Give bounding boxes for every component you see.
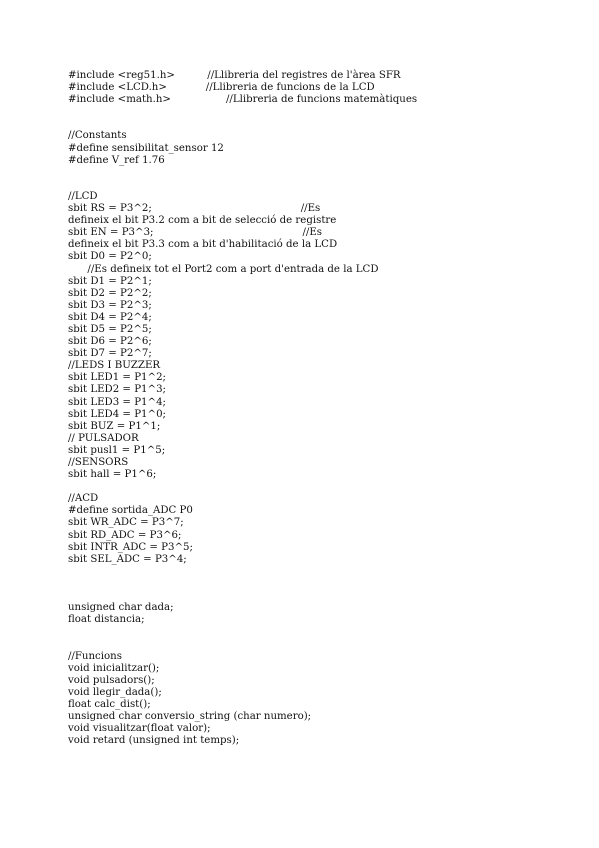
code-line: void llegir_dada(); bbox=[68, 686, 162, 698]
code-line bbox=[68, 566, 568, 578]
code-line: float calc_dist(); bbox=[68, 698, 151, 710]
code-line: sbit RS = P3^2; //Es bbox=[68, 203, 321, 215]
code-line: sbit D1 = P2^1; bbox=[68, 275, 152, 287]
code-line: //LEDS I BUZZER bbox=[68, 360, 161, 372]
code-line: defineix el bit P3.3 com a bit d'habilitació de la LCD bbox=[68, 239, 338, 251]
code-line: sbit D6 = P2^6; bbox=[68, 336, 152, 348]
code-line bbox=[68, 590, 568, 602]
code-line: sbit BUZ = P1^1; bbox=[68, 420, 161, 432]
code-line: // PULSADOR bbox=[68, 432, 139, 444]
code-line: sbit WR_ADC = P3^7; bbox=[68, 517, 184, 529]
code-line: float distancia; bbox=[68, 614, 145, 626]
code-line: sbit D5 = P2^5; bbox=[68, 323, 152, 335]
code-line: defineix el bit P3.2 com a bit de selecció de registre bbox=[68, 215, 337, 227]
code-line: unsigned char dada; bbox=[68, 602, 174, 614]
source-code-block bbox=[68, 70, 568, 747]
code-line: sbit D2 = P2^2; bbox=[68, 287, 152, 299]
code-line: sbit EN = P3^3; //Es bbox=[68, 227, 322, 239]
code-line: sbit LED3 = P1^4; bbox=[68, 396, 166, 408]
code-line: void pulsadors(); bbox=[68, 674, 155, 686]
code-line bbox=[68, 167, 568, 179]
code-line: sbit LED1 = P1^2; bbox=[68, 372, 166, 384]
code-line: //ACD bbox=[68, 493, 99, 505]
code-line: void visualitzar(float valor); bbox=[68, 723, 211, 735]
code-line: #define sortida_ADC P0 bbox=[68, 505, 193, 517]
code-line: sbit hall = P1^6; bbox=[68, 469, 157, 481]
code-line: sbit LED4 = P1^0; bbox=[68, 408, 166, 420]
code-line: //Constants bbox=[68, 130, 127, 142]
code-line: //SENSORS bbox=[68, 457, 129, 468]
code-line: sbit pusl1 = P1^5; bbox=[68, 444, 166, 456]
code-line: #define sensibilitat_sensor 12 bbox=[68, 142, 224, 154]
code-line: #define V_ref 1.76 bbox=[68, 154, 165, 166]
code-line bbox=[68, 638, 568, 650]
code-line: #include <reg51.h> //Llibreria del registres de l'àrea SFR bbox=[68, 70, 401, 81]
code-line: sbit SEL_ADC = P3^4; bbox=[68, 553, 187, 565]
code-line: void inicialitzar(); bbox=[68, 662, 160, 674]
code-line bbox=[68, 179, 568, 191]
code-line bbox=[68, 578, 568, 590]
code-line: unsigned char conversio_string (char numero); bbox=[68, 710, 312, 722]
code-line bbox=[68, 481, 568, 493]
code-line bbox=[68, 106, 568, 118]
code-line: void retard (unsigned int temps); bbox=[68, 735, 240, 747]
code-line: sbit D3 = P2^3; bbox=[68, 299, 152, 311]
code-line: sbit RD_ADC = P3^6; bbox=[68, 529, 182, 541]
code-line: #include <LCD.h> //Llibreria de funcions de la LCD bbox=[68, 82, 375, 94]
code-line bbox=[68, 118, 568, 130]
code-line: //Es defineix tot el Port2 com a port d'entrada de la LCD bbox=[68, 263, 379, 275]
code-line: sbit D4 = P2^4; bbox=[68, 311, 152, 323]
code-line: //LCD bbox=[68, 190, 98, 202]
code-line: sbit LED2 = P1^3; bbox=[68, 384, 166, 396]
code-line: //Funcions bbox=[68, 650, 122, 662]
code-line bbox=[68, 626, 568, 638]
code-line: sbit D0 = P2^0; bbox=[68, 251, 152, 263]
code-line: sbit D7 = P2^7; bbox=[68, 348, 152, 360]
code-line: sbit INTR_ADC = P3^5; bbox=[68, 541, 193, 553]
code-line: #include <math.h> //Llibreria de funcions matemàtiques bbox=[68, 94, 418, 106]
